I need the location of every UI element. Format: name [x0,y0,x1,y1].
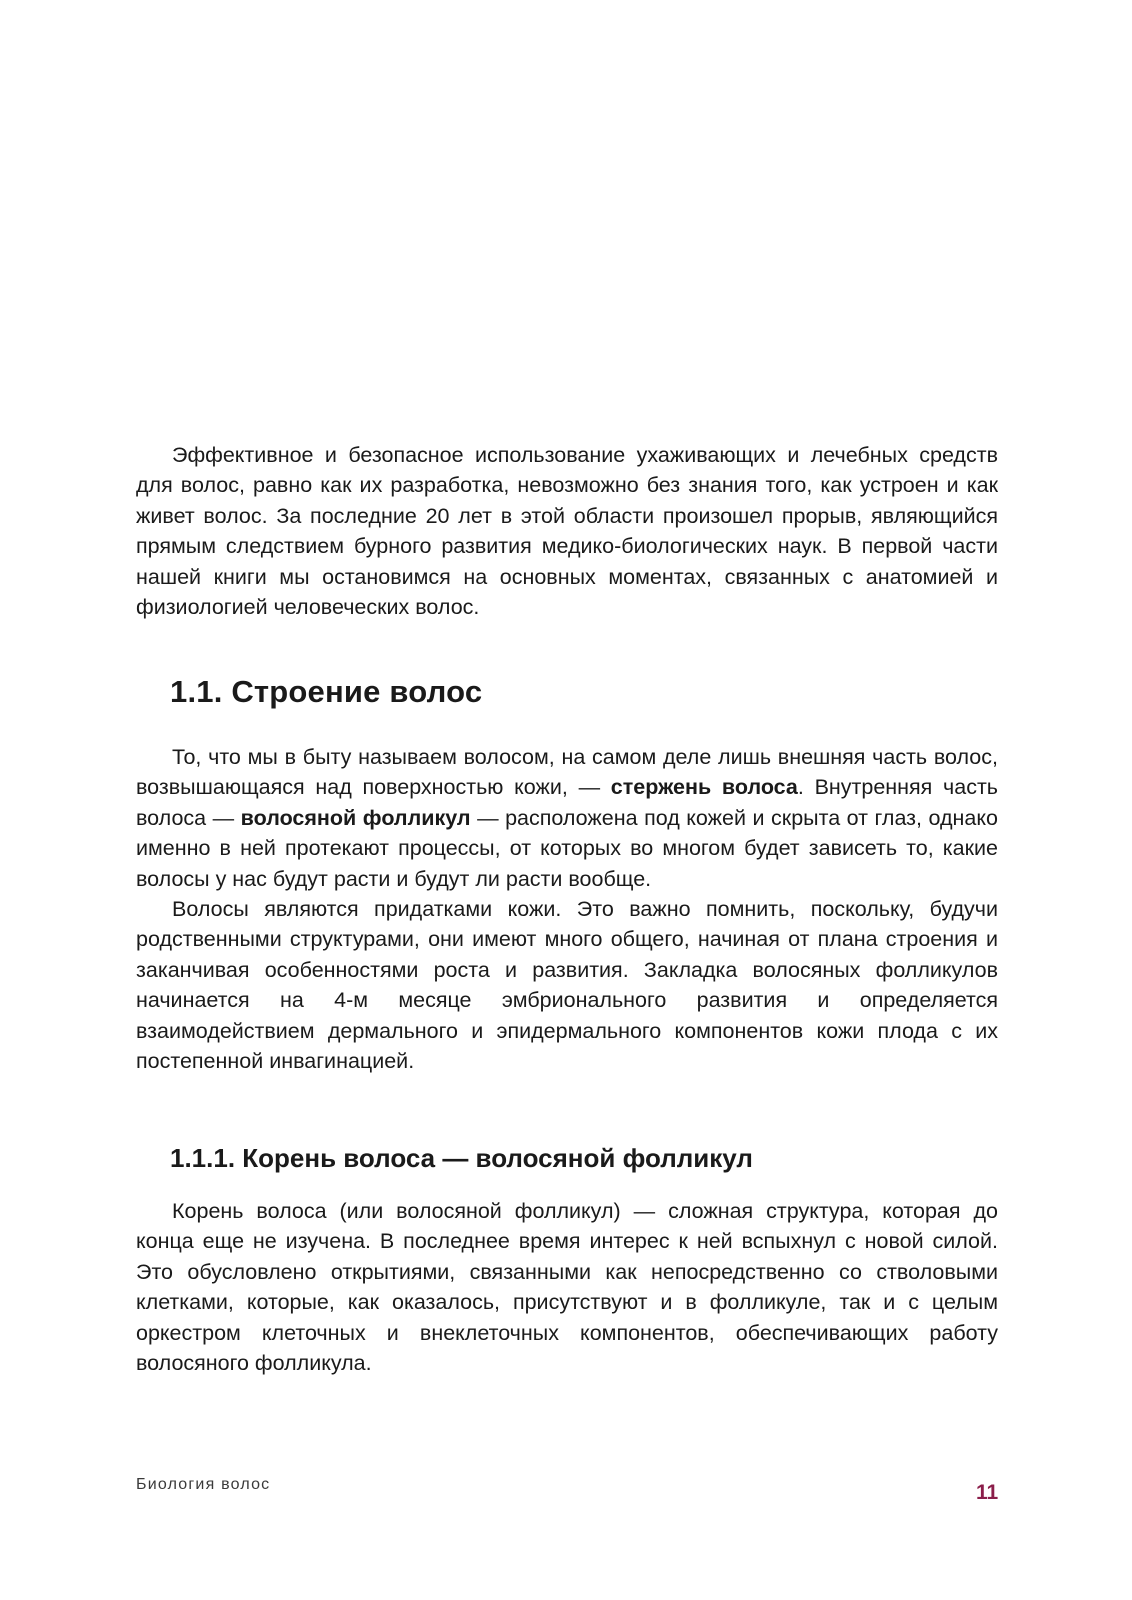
subsection-heading: 1.1.1. Корень волоса — волосяной фолликул [170,1143,753,1173]
section-paragraph-2: Волосы являются придатками кожи. Это важно помнить, поскольку, будучи родственными структурами, они имеют много общего, начиная от плана строения и заканчивая особенностями роста и развития. Закладка волосяных фолликулов начинается на 4-м месяце эмбрионального развития и определяется взаимодействием дермального и эпидермального компонентов кожи плода с их постепенной инвагинацией. [136,897,998,1074]
section-body [136,742,998,1076]
term-hair-follicle: волосяной фолликул [240,805,471,830]
intro-paragraph: Эффективное и безопасное использование ухаживающих и лечебных средств для волос, равно как их разработка, невозможно без знания того, как устроен и как живет волос. За последние 20 лет в этой области произошел прорыв, являющийся прямым следствием бурного развития медико-биологических наук. В первой части нашей книги мы остановимся на основных моментах, связанных с анатомией и физиологией человеческих волос. [136,443,998,620]
paragraph-text: . Внутренняя часть волоса — [136,775,998,830]
paragraph-text: — расположена под кожей и скрыта от глаз, однако именно в ней протекают процессы, от которых во многом будет зависеть то, какие волосы у нас будут расти и будут ли расти вообще. [136,805,998,891]
term-hair-shaft: стержень волоса [610,775,798,800]
page-number: 11 [976,1481,999,1504]
intro-section [136,440,998,622]
section-paragraph-1 [136,742,998,894]
running-footer-title: Биология волос [136,1476,271,1493]
section-heading: 1.1. Строение волос [170,674,483,709]
subsection-body [136,1196,998,1378]
subsection-paragraph-1: Корень волоса (или волосяной фолликул) — сложная структура, которая до конца еще не изучена. В последнее время интерес к ней вспыхнул с новой силой. Это обусловлено открытиями, связанными как непосредственно со стволовыми клетками, которые, как оказалось, присутствуют и в фолликуле, так и с целым оркестром клеточных и внеклеточных компонентов, обеспечивающих работу волосяного фолликула. [136,1199,998,1376]
paragraph-text: То, что мы в быту называем волосом, на самом деле лишь внешняя часть волос, возвышающаяся над поверхностью кожи, — [136,745,998,800]
